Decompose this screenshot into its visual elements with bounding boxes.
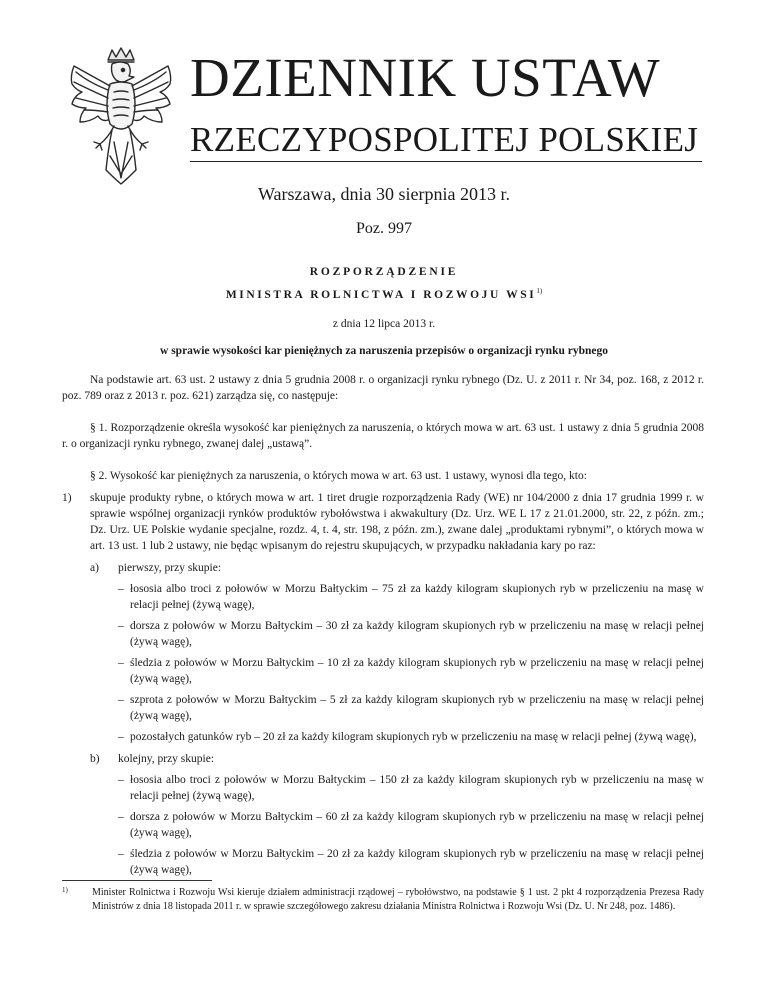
dash-item — [118, 729, 704, 745]
footnote-text: Minister Rolnictwa i Rozwoju Wsi kieruje działem administracji rządowej – rybołówstwo, na podstawie § 1 ust. 2 pkt 4 rozporządzenia Prezesa Rady Ministrów z dnia 18 listopada 2011 r. w sprawie szczegółowego zakresu działania Ministra Rolnictwa i Rozwoju Wsi (Dz. U. Nr 248, poz. 1486). — [92, 887, 704, 912]
dash-marker: – — [118, 848, 124, 860]
dash-item — [118, 581, 704, 613]
dash-marker: – — [118, 694, 124, 706]
dash-item-text: dorsza z połowów w Morzu Bałtyckim – 60 zł za każdy kilogram skupionych ryb w przeliczeniu na masę w relacji pełnej (żywą wagę), — [130, 811, 704, 839]
dash-item-text: łososia albo troci z połowów w Morzu Bałtyckim – 150 zł za każdy kilogram skupionych ryb w przeliczeniu na masę w relacji pełnej (żywą wagę), — [130, 774, 704, 802]
footnote-mark: 1) — [62, 886, 68, 894]
list-item-1 — [62, 490, 704, 878]
act-subject: w sprawie wysokości kar pieniężnych za naruszenia przepisów o organizacji rynku rybnego — [160, 345, 608, 357]
dash-item — [118, 809, 704, 841]
issue-position: Poz. 997 — [356, 220, 412, 237]
dash-item — [118, 618, 704, 650]
masthead-divider — [190, 161, 702, 162]
section-1-paragraph: § 1. Rozporządzenie określa wysokość kar pieniężnych za naruszenia, o których mowa w art. 63 ust. 1 ustawy z dnia 5 grudnia 2008 r. o organizacji rynku rybnego, zwanej dalej „ustawą”. — [62, 422, 704, 450]
dash-marker: – — [118, 620, 124, 632]
act-authority-heading — [0, 287, 768, 301]
sub-item-b — [90, 751, 704, 878]
dash-item — [118, 655, 704, 687]
polish-eagle-emblem-icon — [62, 46, 180, 188]
dash-item-text: śledzia z połowów w Morzu Bałtyckim – 20 zł za każdy kilogram skupionych ryb w przeliczeniu na masę w relacji pełnej (żywą wagę), — [130, 848, 704, 876]
gazette-subtitle: RZECZYPOSPOLITEJ POLSKIEJ — [190, 120, 699, 159]
dash-item-text: śledzia z połowów w Morzu Bałtyckim – 10 zł za każdy kilogram skupionych ryb w przeliczeniu na masę w relacji pełnej (żywą wagę), — [130, 657, 704, 685]
dash-item-text: dorsza z połowów w Morzu Bałtyckim – 30 zł za każdy kilogram skupionych ryb w przeliczeniu na masę w relacji pełnej (żywą wagę), — [130, 620, 704, 648]
authority-name: MINISTRA ROLNICTWA I ROZWOJU WSI — [225, 288, 537, 301]
dash-marker: – — [118, 731, 124, 743]
dash-item — [118, 846, 704, 878]
footnote-reference[interactable]: 1) — [536, 287, 543, 295]
footnote — [62, 886, 704, 914]
list-item-text: skupuje produkty rybne, o których mowa w art. 1 tiret drugie rozporządzenia Rady (WE) nr 104/2000 z dnia 17 grudnia 1999 r. w sprawie wspólnej organizacji rynków produktów rybołówstwa i akwakultury (Dz. Urz. WE L 17 z 21.01.2000, str. 22, z późn. zm.; Dz. Urz. UE Polskie wydanie specjalne, rozdz. 4, t. 4, str. 198, z późn. zm.), zwane dalej „produktami rybnymi”, o których mowa w art. 13 ust. 1 lub 2 ustawy, nie będąc wpisanym do rejestru skupujących, w przypadku nakładania kary po raz: — [90, 492, 704, 552]
dash-marker: – — [118, 774, 124, 786]
sub-item-a — [90, 560, 704, 745]
dash-item-text: łososia albo troci z połowów w Morzu Bałtyckim – 75 zł za każdy kilogram skupionych ryb w przeliczeniu na masę w relacji pełnej (żywą wagę), — [130, 583, 704, 611]
dash-item-text: szprota z połowów w Morzu Bałtyckim – 5 zł za każdy kilogram skupionych ryb w przeliczeniu na masę w relacji pełnej (żywą wagę), — [130, 694, 704, 722]
dash-item — [118, 692, 704, 724]
dash-marker: – — [118, 811, 124, 823]
sub-item-label: pierwszy, przy skupie: — [118, 562, 222, 574]
gazette-title: DZIENNIK USTAW — [190, 47, 661, 108]
dash-marker: – — [118, 583, 124, 595]
dash-item-text: pozostałych gatunków ryb – 20 zł za każdy kilogram skupionych ryb w przeliczeniu na masę w relacji pełnej (żywą wagę), — [130, 731, 697, 743]
sub-item-letter: b) — [90, 753, 100, 765]
act-type-heading: ROZPORZĄDZENIE — [309, 266, 459, 278]
footnote-divider — [62, 880, 212, 881]
sub-item-label: kolejny, przy skupie: — [118, 753, 215, 765]
section-2-paragraph: § 2. Wysokość kar pieniężnych za naruszenia, o których mowa w art. 63 ust. 1 ustawy, wynosi dla tego, kto: — [90, 470, 587, 482]
list-item-number: 1) — [62, 492, 72, 504]
issue-date: Warszawa, dnia 30 sierpnia 2013 r. — [258, 184, 510, 204]
sub-item-letter: a) — [90, 562, 99, 574]
preamble-paragraph: Na podstawie art. 63 ust. 2 ustawy z dnia 5 grudnia 2008 r. o organizacji rynku rybnego (Dz. U. z 2011 r. Nr 34, poz. 168, z 2012 r. poz. 789 oraz z 2013 r. poz. 621) zarządza się, co następuje: — [62, 374, 704, 402]
act-date: z dnia 12 lipca 2013 r. — [332, 318, 436, 330]
dash-item — [118, 772, 704, 804]
act-body — [62, 372, 704, 878]
dash-marker: – — [118, 657, 124, 669]
